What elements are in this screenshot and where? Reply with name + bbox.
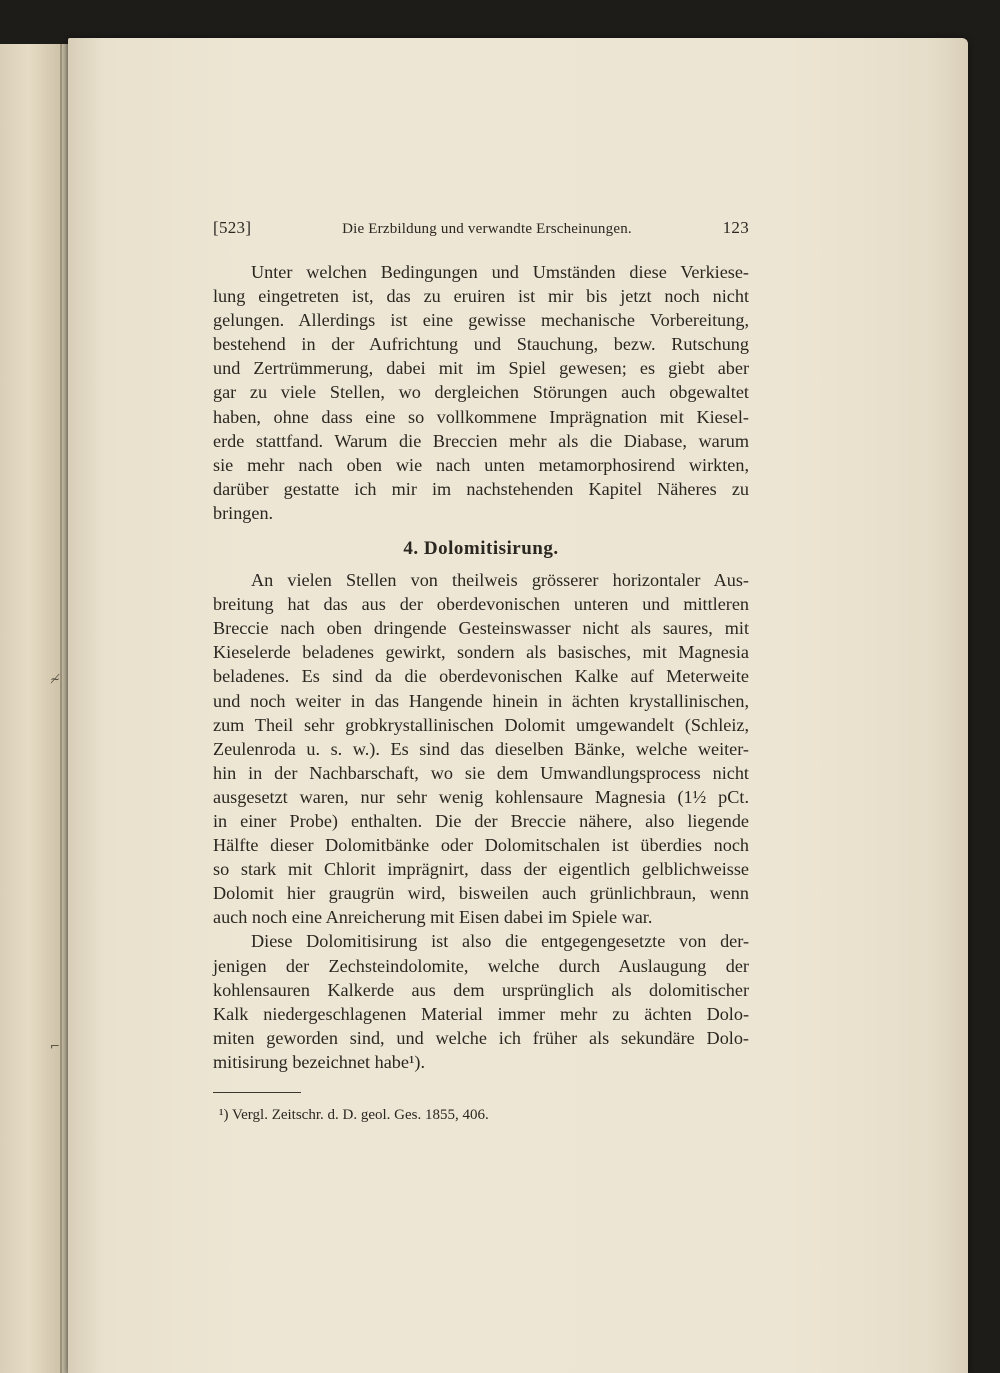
margin-mark: ≁ bbox=[50, 672, 61, 686]
margin-mark: ⌐ bbox=[50, 1039, 61, 1053]
paragraph bbox=[213, 929, 749, 1074]
text-line: haben, ohne dass eine so vollkommene Imprägnation mit Kiesel- bbox=[213, 406, 749, 427]
text-line: An vielen Stellen von theilweis grösserer horizontaler Aus- bbox=[251, 570, 749, 591]
book-page bbox=[68, 38, 968, 1373]
text-line: Kalk niedergeschlagenen Material immer mehr zu ächten Dolo- bbox=[213, 1003, 749, 1024]
text-line: bestehend in der Aufrichtung und Stauchung, bezw. Rutschung bbox=[213, 334, 749, 355]
running-header bbox=[213, 218, 749, 244]
text-line: lung eingetreten ist, das zu eruiren ist mir bis jetzt noch nicht bbox=[213, 286, 749, 307]
text-line: Kieselerde beladenes gewirkt, sondern als basisches, mit Magnesia bbox=[213, 642, 749, 663]
text-line: Zeulenroda u. s. w.). Es sind das dieselben Bänke, welche weiter- bbox=[213, 738, 749, 759]
text-line: hin in der Nachbarschaft, wo sie dem Umwandlungsprocess nicht bbox=[213, 762, 749, 783]
section-heading: 4. Dolomitisirung. bbox=[403, 538, 559, 560]
page-number: 123 bbox=[722, 218, 749, 237]
page-content bbox=[213, 218, 749, 1124]
text-line: miten geworden sind, und welche ich früher als sekundäre Dolo- bbox=[213, 1027, 749, 1048]
footnote-divider bbox=[213, 1092, 301, 1093]
text-line: Breccie nach oben dringende Gesteinswasser nicht als saures, mit bbox=[213, 618, 749, 639]
footnote: ¹) Vergl. Zeitschr. d. D. geol. Ges. 1855, 406. bbox=[219, 1107, 489, 1123]
text-line: beladenes. Es sind da die oberdevonischen Kalke auf Meterweite bbox=[213, 666, 749, 687]
text-line: zum Theil sehr grobkrystallinischen Dolomit umgewandelt (Schleiz, bbox=[213, 714, 749, 735]
text-line: Diese Dolomitisirung ist also die entgegengesetzte von der- bbox=[251, 931, 749, 952]
paragraph bbox=[213, 260, 749, 525]
paragraph bbox=[213, 568, 749, 929]
text-line: gelungen. Allerdings ist eine gewisse mechanische Vorbereitung, bbox=[213, 310, 749, 331]
left-page-edge bbox=[0, 44, 70, 1373]
text-line: Hälfte dieser Dolomitbänke oder Dolomitschalen ist überdies noch bbox=[213, 835, 749, 856]
text-line: und noch weiter in das Hangende hinein in ächten krystallinischen, bbox=[213, 690, 749, 711]
text-line: gar zu viele Stellen, wo dergleichen Störungen auch obgewaltet bbox=[213, 382, 749, 403]
text-line: auch noch eine Anreicherung mit Eisen dabei im Spiele war. bbox=[213, 907, 653, 928]
text-line: jenigen der Zechsteindolomite, welche durch Auslaugung der bbox=[213, 955, 749, 976]
header-bracket-number: [523] bbox=[213, 218, 252, 237]
page-fold-line bbox=[60, 44, 62, 1373]
text-line: in einer Probe) enthalten. Die der Breccie nähere, also liegende bbox=[213, 810, 749, 831]
text-line: ausgesetzt waren, nur sehr wenig kohlensaure Magnesia (1½ pCt. bbox=[213, 786, 749, 807]
text-line: und Zertrümmerung, dabei mit im Spiel gewesen; es giebt aber bbox=[213, 358, 749, 379]
text-line: erde stattfand. Warum die Breccien mehr als die Diabase, warum bbox=[213, 430, 749, 451]
text-line: Dolomit hier graugrün wird, bisweilen auch grünlichbraun, wenn bbox=[213, 883, 749, 904]
text-line: so stark mit Chlorit imprägnirt, dass der eigentlich gelblichweisse bbox=[213, 859, 749, 880]
text-line: sie mehr nach oben wie nach unten metamorphosirend wirkten, bbox=[213, 454, 749, 475]
text-line: kohlensauren Kalkerde aus dem ursprünglich als dolomitischer bbox=[213, 979, 749, 1000]
text-line: bringen. bbox=[213, 502, 274, 523]
text-line: Unter welchen Bedingungen und Umständen diese Verkiese- bbox=[251, 262, 749, 282]
text-line: darüber gestatte ich mir im nachstehenden Kapitel Näheres zu bbox=[213, 478, 749, 499]
text-line: breitung hat das aus der oberdevonischen unteren und mittleren bbox=[213, 594, 749, 615]
text-line: mitisirung bezeichnet habe¹). bbox=[213, 1051, 426, 1072]
header-title: Die Erzbildung und verwandte Erscheinungen. bbox=[342, 221, 632, 237]
